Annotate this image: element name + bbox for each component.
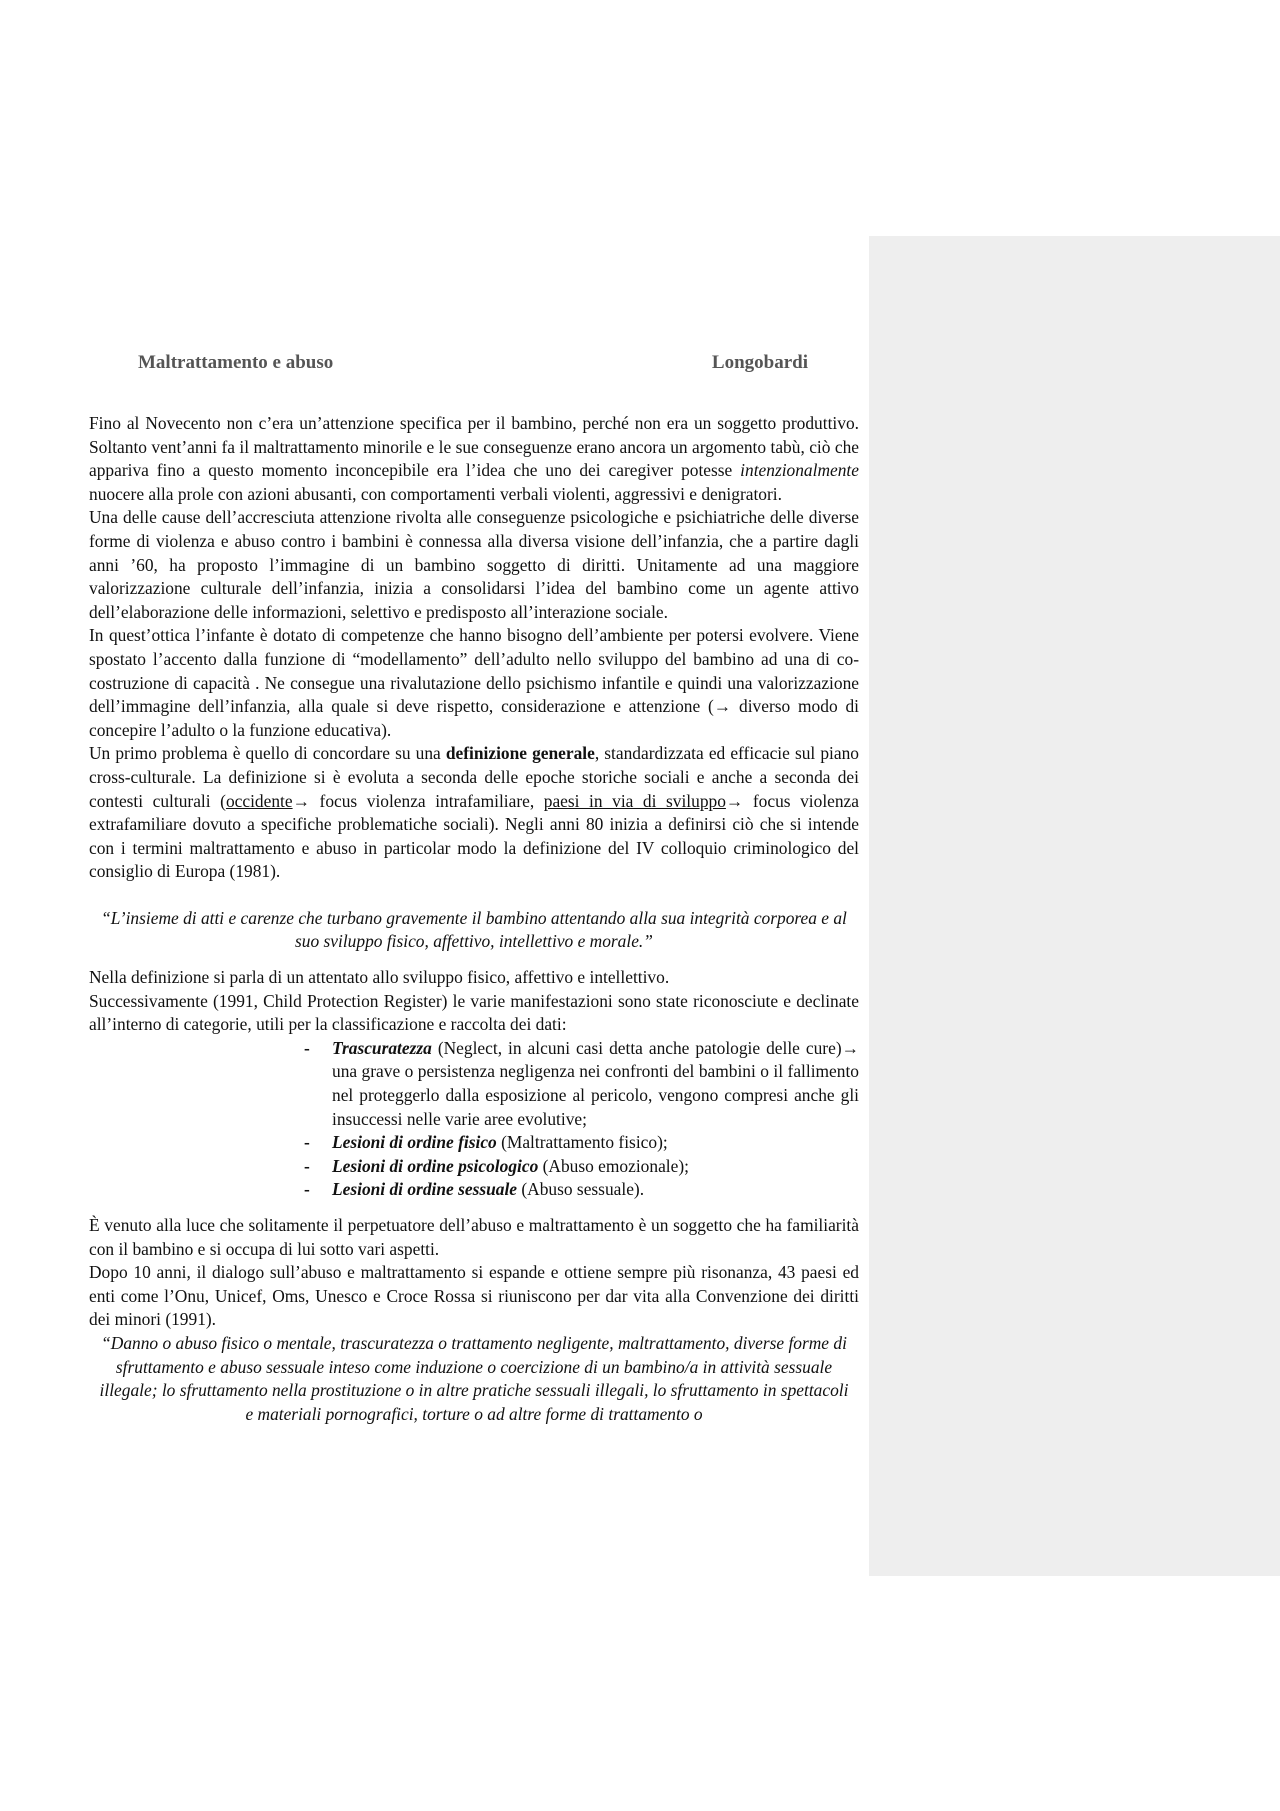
- comment-margin-pane: [869, 236, 1280, 1576]
- document-title: Maltrattamento e abuso: [138, 352, 334, 373]
- paragraph-convention: Dopo 10 anni, il dialogo sull’abuso e maltrattamento si espande e ottiene sempre più risonanza, 43 paesi ed enti come l’Onu, Unicef, Oms, Unesco e Croce Rossa si riuniscono per dar vita alla Convenzione dei diritti dei minori (1991).: [89, 1262, 859, 1330]
- emphasis-text: intenzionalmente: [740, 460, 859, 481]
- list-item: - Lesioni di ordine psicologico (Abuso emozionale);: [304, 1155, 689, 1176]
- quote-convention: “Danno o abuso fisico o mentale, trascuratezza o trattamento negligente, maltrattamento, diverse forme di sfruttamento e abuso sessuale inteso come induzione o coercizione di un bambino/a in attività sessuale illegale; lo sfruttamento nella prostituzione o in altre pratiche sessuali illegali, lo sfruttamento in spettacoli e materiali pornografici, torture o ad altre forme di trattamento o: [99, 1332, 849, 1424]
- document-body: [89, 412, 859, 1426]
- list-item: - Lesioni di ordine sessuale (Abuso sessuale).: [304, 1179, 645, 1200]
- underlined-term: occidente: [225, 790, 293, 811]
- list-item: - Lesioni di ordine fisico (Maltrattamento fisico);: [304, 1132, 668, 1153]
- quote-definition: “L’insieme di atti e carenze che turbano gravemente il bambino attentando alla sua integrità corporea e al suo sviluppo fisico, affettivo, intellettivo e morale.”: [101, 907, 847, 952]
- author-name: Longobardi: [711, 352, 808, 373]
- paragraph-attempt: Nella definizione si parla di un attentato allo sviluppo fisico, affettivo e intellettivo.: [89, 967, 670, 988]
- paragraph-register: Successivamente (1991, Child Protection Register) le varie manifestazioni sono state riconosciute e declinate all’interno di categorie, utili per la classificazione e raccolta dei dati:: [89, 990, 859, 1035]
- bold-term: definizione generale: [445, 743, 595, 764]
- paragraph-perspective: In quest’ottica l’infante è dotato di competenze che hanno bisogno dell’ambiente per potersi evolvere. Viene spostato l’accento dalla funzione di “modellamento” dell’adulto nello sviluppo del bambino ad una di co-costruzione di capacità . Ne consegue una rivalutazione dello psichismo infantile e quindi una valorizzazione dell’immagine dell’infanzia, alla quale si deve rispetto, considerazione e attenzione (→ diverso modo di concepire l’adulto o la funzione educativa).: [89, 625, 859, 740]
- category-list: [89, 1037, 859, 1202]
- underlined-term: paesi in via di sviluppo: [543, 790, 726, 811]
- paragraph-causes: Una delle cause dell’accresciuta attenzione rivolta alle conseguenze psicologiche e psichiatriche delle diverse forme di violenza e abuso contro i bambini è connessa alla diversa visione dell’infanzia, che a partire dagli anni ’60, ha proposto l’immagine di un bambino soggetto di diritti. Unitamente ad una maggiore valorizzazione culturale dell’infanzia, inizia a consolidarsi l’idea del bambino come un agente attivo dell’elaborazione delle informazioni, selettivo e predisposto all’interazione sociale.: [89, 507, 859, 622]
- list-item: - Trascuratezza (Neglect, in alcuni casi detta anche patologie delle cure)→ una grave o persistenza negligenza nei confronti del bambini o il fallimento nel proteggerlo dalla esposizione al pericolo, vengono compresi anche gli insuccessi nelle varie aree evolutive;: [304, 1037, 859, 1129]
- page-header: [138, 352, 808, 378]
- paragraph-intro: Fino al Novecento non c’era un’attenzione specifica per il bambino, perché non era un soggetto produttivo. Soltanto vent’anni fa il maltrattamento minorile e le sue conseguenze erano ancora un argomento tabù, ciò che appariva fino a questo momento inconcepibile era l’idea che uno dei caregiver potesse intenzionalmente nuocere alla prole con azioni abusanti, con comportamenti verbali violenti, aggressivi e denigratori.: [89, 413, 859, 504]
- paragraph-definition: Un primo problema è quello di concordare su una definizione generale, standardizzata ed efficacie sul piano cross-culturale. La definizione si è evoluta a seconda delle epoche storiche sociali e anche a seconda dei contesti culturali (occidente→ focus violenza intrafamiliare, paesi in via di sviluppo→ focus violenza extrafamiliare dovuto a specifiche problematiche sociali). Negli anni 80 inizia a definirsi ciò che si intende con i termini maltrattamento e abuso in particolar modo la definizione del IV colloquio criminologico del consiglio di Europa (1981).: [89, 743, 859, 882]
- paragraph-perpetrator: È venuto alla luce che solitamente il perpetuatore dell’abuso e maltrattamento è un soggetto che ha familiarità con il bambino e si occupa di lui sotto vari aspetti.: [89, 1215, 859, 1259]
